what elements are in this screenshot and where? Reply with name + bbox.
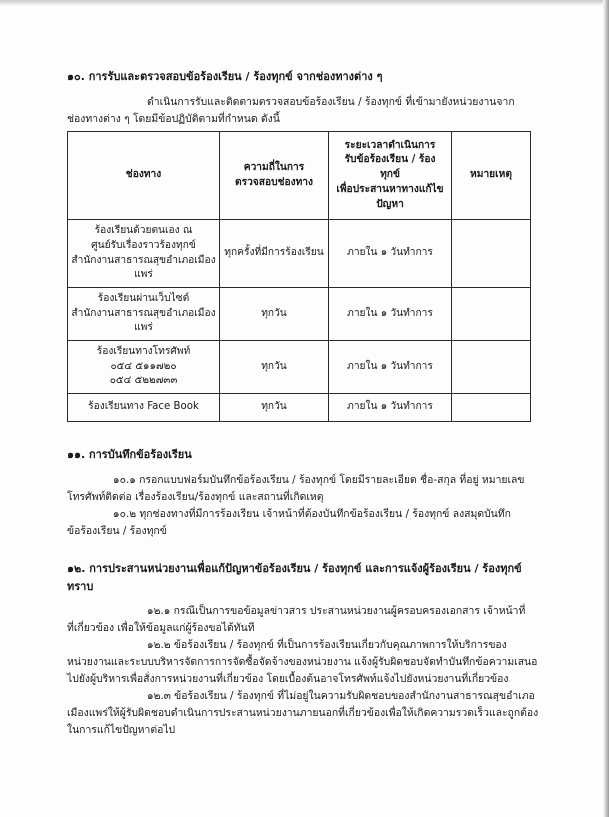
section-12-item-3-line-3: ในการแก้ไขปัญหาต่อไป xyxy=(67,724,176,736)
header-frequency xyxy=(220,132,329,220)
frequency-cell: ทุกวัน xyxy=(220,288,329,341)
duration-cell: ภายใน ๑ วันทำการ xyxy=(329,288,452,341)
section-11-item-2-line-2: ข้อร้องเรียน / ร้องทุกข์ xyxy=(67,525,167,537)
section-10-heading: ๑๐. การรับและตรวจสอบข้อร้องเรียน / ร้องทุกข์ จากช่องทางต่าง ๆ xyxy=(67,70,383,83)
channel-line: แพร่ xyxy=(134,322,153,334)
channel-cell xyxy=(68,220,220,288)
channel-cell xyxy=(68,394,220,422)
header-line: เพื่อประสานหาทางแก้ไข xyxy=(336,183,444,195)
channel-cell xyxy=(68,288,220,341)
table-row xyxy=(68,220,531,288)
header-line: ทุกข์ xyxy=(380,169,400,181)
duration-cell: ภายใน ๑ วันทำการ xyxy=(329,341,452,394)
section-12-heading-line-1: ๑๒. การประสานหน่วยงานเพื่อแก้ปัญหาข้อร้องเรียน / ร้องทุกข์ และการแจ้งผู้ร้องเรียน / ร้องทุกข์ xyxy=(67,562,522,575)
channel-line: สำนักงานสาธารณสุขอำเภอเมือง xyxy=(71,254,216,266)
remark-cell xyxy=(452,288,531,341)
header-line: ตรวจสอบช่องทาง xyxy=(235,176,313,188)
header-line: ช่องทาง xyxy=(125,169,162,181)
header-line: รับข้อร้องเรียน / ร้อง xyxy=(344,154,436,166)
section-12-item-1-line-1: ๑๒.๑ กรณีเป็นการขอข้อมูลข่าวสาร ประสานหน่วยงานผู้ครอบครองเอกสาร เจ้าหน้าที่ xyxy=(147,605,526,617)
channel-line: ร้องเรียนด้วยตนเอง ณ xyxy=(94,224,193,236)
section-12-item-2-line-1: ๑๒.๒ ข้อร้องเรียน / ร้องทุกข์ ที่เป็นการร้องเรียนเกี่ยวกับคุณภาพการให้บริการของ xyxy=(147,639,507,651)
channel-line: ร้องเรียนทาง Face Book xyxy=(88,401,199,413)
table-row xyxy=(68,288,531,341)
table-row xyxy=(68,341,531,394)
header-line: ความถี่ในการ xyxy=(243,161,305,173)
frequency-cell: ทุกครั้งที่มีการร้องเรียน xyxy=(220,220,329,288)
channel-line: สำนักงานสาธารณสุขอำเภอเมือง xyxy=(71,307,216,319)
remark-cell xyxy=(452,394,531,422)
section-12-item-3-line-2: เมืองแพร่ให้ผู้รับผิดชอบดำเนินการประสานหน่วยงานภายนอกที่เกี่ยวข้องเพื่อให้เกิดความรวดเร็วและถูกต้อง xyxy=(67,707,539,719)
channel-line: แพร่ xyxy=(134,269,153,281)
channel-line: ศูนย์รับเรื่องราวร้องทุกข์ xyxy=(91,239,196,251)
complaint-channels-table xyxy=(67,131,531,422)
section-11-item-1-line-2: โทรศัพท์ติดต่อ เรื่องร้องเรียน/ร้องทุกข์ และสถานที่เกิดเหตุ xyxy=(67,491,324,503)
table-row xyxy=(68,394,531,422)
header-remark xyxy=(452,132,531,220)
channel-line: ๐๕๔ ๕๒๒๗๓๓ xyxy=(109,375,178,387)
remark-cell xyxy=(452,220,531,288)
section-12-heading-line-2: ทราบ xyxy=(67,580,94,593)
header-channel xyxy=(68,132,220,220)
scan-edge-right xyxy=(603,0,609,817)
section-12-item-2-line-2: หน่วยงานและระบบบริหารจัดการการจัดซื้อจัดจ้างของหน่วยงาน แจ้งผู้รับผิดชอบจัดทำบันทึกข้อความเสนอ xyxy=(67,656,538,668)
section-12-item-1-line-2: ที่เกี่ยวข้อง เพื่อให้ข้อมูลแก่ผู้ร้องขอได้ทันที xyxy=(67,622,255,634)
frequency-cell: ทุกวัน xyxy=(220,341,329,394)
channel-cell xyxy=(68,341,220,394)
duration-cell: ภายใน ๑ วันทำการ xyxy=(329,394,452,422)
header-line: หมายเหตุ xyxy=(470,169,512,181)
header-duration xyxy=(329,132,452,220)
channel-line: ร้องเรียนผ่านเว็บไซต์ xyxy=(97,292,190,304)
channel-line: ๐๕๔ ๕๑๑๗๒๐ xyxy=(110,360,177,372)
scan-edge-top xyxy=(0,0,609,6)
section-12-item-3-line-1: ๑๒.๓ ข้อร้องเรียน / ร้องทุกข์ ที่ไม่อยู่ในความรับผิดชอบของสำนักงานสาธารณสุขอำเภอ xyxy=(147,690,535,702)
table-header-row xyxy=(68,132,531,220)
frequency-cell: ทุกวัน xyxy=(220,394,329,422)
header-line: ระยะเวลาดำเนินการ xyxy=(344,139,436,151)
section-11-item-1-line-1: ๑๐.๑ กรอกแบบฟอร์มบันทึกข้อร้องเรียน / ร้องทุกข์ โดยมีรายละเอียด ชื่อ-สกุล ที่อยู่ หมายเลข xyxy=(113,474,525,486)
section-12-item-2-line-3: ไปยังผู้บริหารเพื่อสั่งการหน่วยงานที่เกี่ยวข้อง โดยเบื้องต้นอาจโทรศัพท์แจ้งไปยังหน่วยงานที่เกี่ยวข้อง xyxy=(67,673,509,685)
section-11-item-2-line-1: ๑๐.๒ ทุกช่องทางที่มีการร้องเรียน เจ้าหน้าที่ต้องบันทึกข้อร้องเรียน / ร้องทุกข์ ลงสมุดบันทึก xyxy=(113,508,511,520)
section-11-heading: ๑๑. การบันทึกข้อร้องเรียน xyxy=(67,448,192,461)
section-10-paragraph-line-2: ช่องทางต่าง ๆ โดยมีข้อปฏิบัติตามที่กำหนด ดังนี้ xyxy=(67,113,280,125)
header-line: ปัญหา xyxy=(376,198,404,210)
section-10-paragraph-line-1: ดำเนินการรับและติดตามตรวจสอบข้อร้องเรียน / ร้องทุกข์ ที่เข้ามายังหน่วยงานจาก xyxy=(147,96,515,108)
remark-cell xyxy=(452,341,531,394)
channel-line: ร้องเรียนทางโทรศัพท์ xyxy=(96,345,191,357)
duration-cell: ภายใน ๑ วันทำการ xyxy=(329,220,452,288)
